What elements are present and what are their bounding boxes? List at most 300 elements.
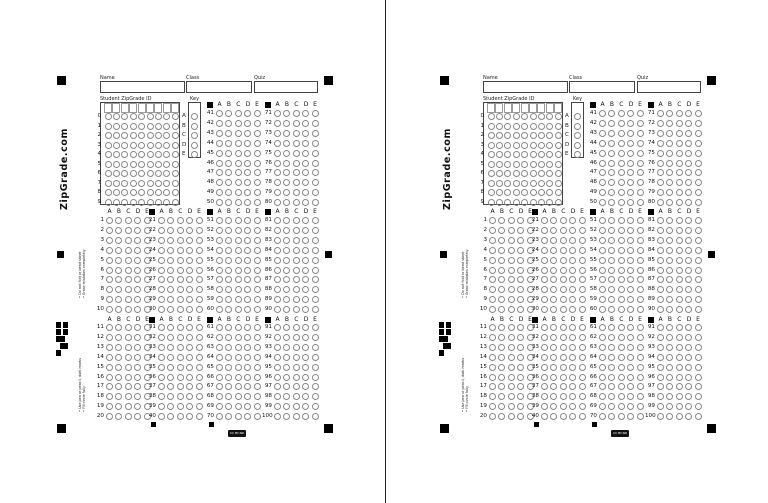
answer-bubble[interactable] xyxy=(216,120,223,127)
answer-bubble[interactable] xyxy=(608,199,615,206)
answer-bubble[interactable] xyxy=(293,179,300,186)
answer-bubble[interactable] xyxy=(106,306,113,313)
answer-bubble[interactable] xyxy=(637,286,644,293)
id-bubble[interactable] xyxy=(121,161,128,168)
answer-bubble[interactable] xyxy=(695,334,702,341)
id-bubble[interactable] xyxy=(130,180,137,187)
answer-bubble[interactable] xyxy=(196,383,203,390)
id-bubble[interactable] xyxy=(488,189,495,196)
answer-bubble[interactable] xyxy=(244,403,251,410)
answer-bubble[interactable] xyxy=(312,227,319,234)
answer-bubble[interactable] xyxy=(608,286,615,293)
answer-bubble[interactable] xyxy=(489,286,496,293)
answer-bubble[interactable] xyxy=(599,354,606,361)
answer-bubble[interactable] xyxy=(627,344,634,351)
answer-bubble[interactable] xyxy=(293,247,300,254)
answer-bubble[interactable] xyxy=(695,130,702,137)
answer-bubble[interactable] xyxy=(216,110,223,117)
answer-bubble[interactable] xyxy=(579,296,586,303)
answer-bubble[interactable] xyxy=(312,334,319,341)
answer-bubble[interactable] xyxy=(627,383,634,390)
answer-bubble[interactable] xyxy=(508,217,515,224)
answer-bubble[interactable] xyxy=(666,393,673,400)
answer-bubble[interactable] xyxy=(244,189,251,196)
answer-bubble[interactable] xyxy=(579,334,586,341)
answer-bubble[interactable] xyxy=(216,374,223,381)
answer-bubble[interactable] xyxy=(685,237,692,244)
answer-bubble[interactable] xyxy=(657,110,664,117)
answer-bubble[interactable] xyxy=(312,344,319,351)
answer-bubble[interactable] xyxy=(666,354,673,361)
id-bubble[interactable] xyxy=(147,170,154,177)
answer-bubble[interactable] xyxy=(489,393,496,400)
answer-bubble[interactable] xyxy=(225,267,232,274)
answer-bubble[interactable] xyxy=(608,306,615,313)
answer-bubble[interactable] xyxy=(569,237,576,244)
answer-bubble[interactable] xyxy=(312,364,319,371)
answer-bubble[interactable] xyxy=(283,110,290,117)
answer-bubble[interactable] xyxy=(676,354,683,361)
answer-bubble[interactable] xyxy=(216,286,223,293)
answer-bubble[interactable] xyxy=(186,354,193,361)
answer-bubble[interactable] xyxy=(637,296,644,303)
answer-bubble[interactable] xyxy=(695,364,702,371)
answer-bubble[interactable] xyxy=(676,334,683,341)
answer-bubble[interactable] xyxy=(293,344,300,351)
answer-bubble[interactable] xyxy=(666,267,673,274)
answer-bubble[interactable] xyxy=(274,306,281,313)
answer-bubble[interactable] xyxy=(235,354,242,361)
answer-bubble[interactable] xyxy=(695,413,702,420)
id-bubble[interactable] xyxy=(504,180,511,187)
answer-bubble[interactable] xyxy=(177,286,184,293)
answer-bubble[interactable] xyxy=(235,383,242,390)
answer-bubble[interactable] xyxy=(685,179,692,186)
answer-bubble[interactable] xyxy=(695,374,702,381)
answer-bubble[interactable] xyxy=(225,296,232,303)
answer-bubble[interactable] xyxy=(216,267,223,274)
id-bubble[interactable] xyxy=(172,189,179,196)
answer-bubble[interactable] xyxy=(666,383,673,390)
answer-bubble[interactable] xyxy=(293,110,300,117)
answer-bubble[interactable] xyxy=(244,306,251,313)
answer-bubble[interactable] xyxy=(312,130,319,137)
answer-bubble[interactable] xyxy=(569,217,576,224)
answer-bubble[interactable] xyxy=(608,150,615,157)
id-bubble[interactable] xyxy=(105,151,112,158)
answer-bubble[interactable] xyxy=(254,413,261,420)
answer-bubble[interactable] xyxy=(225,169,232,176)
answer-bubble[interactable] xyxy=(627,237,634,244)
answer-bubble[interactable] xyxy=(517,393,524,400)
answer-bubble[interactable] xyxy=(312,120,319,127)
answer-bubble[interactable] xyxy=(541,354,548,361)
answer-bubble[interactable] xyxy=(489,403,496,410)
answer-bubble[interactable] xyxy=(508,296,515,303)
answer-bubble[interactable] xyxy=(302,169,309,176)
answer-bubble[interactable] xyxy=(560,324,567,331)
answer-bubble[interactable] xyxy=(158,286,165,293)
answer-bubble[interactable] xyxy=(685,334,692,341)
id-bubble[interactable] xyxy=(555,151,562,158)
answer-bubble[interactable] xyxy=(186,413,193,420)
answer-bubble[interactable] xyxy=(125,334,132,341)
answer-bubble[interactable] xyxy=(508,276,515,283)
answer-bubble[interactable] xyxy=(676,110,683,117)
answer-bubble[interactable] xyxy=(676,217,683,224)
answer-bubble[interactable] xyxy=(618,286,625,293)
answer-bubble[interactable] xyxy=(293,140,300,147)
answer-bubble[interactable] xyxy=(676,199,683,206)
answer-bubble[interactable] xyxy=(618,374,625,381)
answer-bubble[interactable] xyxy=(569,374,576,381)
answer-bubble[interactable] xyxy=(541,257,548,264)
id-bubble[interactable] xyxy=(130,142,137,149)
answer-bubble[interactable] xyxy=(618,364,625,371)
answer-bubble[interactable] xyxy=(608,237,615,244)
answer-bubble[interactable] xyxy=(550,383,557,390)
answer-bubble[interactable] xyxy=(618,227,625,234)
answer-bubble[interactable] xyxy=(498,247,505,254)
answer-bubble[interactable] xyxy=(608,393,615,400)
id-bubble[interactable] xyxy=(130,132,137,139)
answer-bubble[interactable] xyxy=(274,130,281,137)
answer-bubble[interactable] xyxy=(627,120,634,127)
answer-bubble[interactable] xyxy=(489,344,496,351)
answer-bubble[interactable] xyxy=(676,324,683,331)
answer-bubble[interactable] xyxy=(541,393,548,400)
answer-bubble[interactable] xyxy=(599,150,606,157)
id-bubble[interactable] xyxy=(105,170,112,177)
answer-bubble[interactable] xyxy=(216,364,223,371)
id-bubble[interactable] xyxy=(113,189,120,196)
id-bubble[interactable] xyxy=(172,142,179,149)
answer-bubble[interactable] xyxy=(106,413,113,420)
answer-bubble[interactable] xyxy=(657,227,664,234)
answer-bubble[interactable] xyxy=(235,120,242,127)
answer-bubble[interactable] xyxy=(283,120,290,127)
answer-bubble[interactable] xyxy=(125,324,132,331)
answer-bubble[interactable] xyxy=(560,403,567,410)
answer-bubble[interactable] xyxy=(627,267,634,274)
id-bubble[interactable] xyxy=(130,113,137,120)
answer-bubble[interactable] xyxy=(695,217,702,224)
answer-bubble[interactable] xyxy=(498,257,505,264)
id-bubble[interactable] xyxy=(113,170,120,177)
answer-bubble[interactable] xyxy=(293,169,300,176)
answer-bubble[interactable] xyxy=(517,296,524,303)
answer-bubble[interactable] xyxy=(657,247,664,254)
answer-bubble[interactable] xyxy=(685,324,692,331)
answer-bubble[interactable] xyxy=(302,324,309,331)
answer-bubble[interactable] xyxy=(627,413,634,420)
answer-bubble[interactable] xyxy=(541,306,548,313)
answer-bubble[interactable] xyxy=(254,140,261,147)
answer-bubble[interactable] xyxy=(312,237,319,244)
answer-bubble[interactable] xyxy=(225,393,232,400)
answer-bubble[interactable] xyxy=(225,276,232,283)
answer-bubble[interactable] xyxy=(225,237,232,244)
answer-bubble[interactable] xyxy=(225,286,232,293)
answer-bubble[interactable] xyxy=(134,296,141,303)
id-bubble[interactable] xyxy=(530,180,537,187)
answer-bubble[interactable] xyxy=(235,217,242,224)
answer-bubble[interactable] xyxy=(579,217,586,224)
answer-bubble[interactable] xyxy=(579,247,586,254)
answer-bubble[interactable] xyxy=(312,160,319,167)
answer-bubble[interactable] xyxy=(302,140,309,147)
answer-bubble[interactable] xyxy=(517,276,524,283)
answer-bubble[interactable] xyxy=(685,227,692,234)
answer-bubble[interactable] xyxy=(637,306,644,313)
id-bubble[interactable] xyxy=(105,189,112,196)
answer-bubble[interactable] xyxy=(695,189,702,196)
id-bubble[interactable] xyxy=(513,189,520,196)
answer-bubble[interactable] xyxy=(115,393,122,400)
answer-bubble[interactable] xyxy=(196,257,203,264)
answer-bubble[interactable] xyxy=(657,189,664,196)
answer-bubble[interactable] xyxy=(666,237,673,244)
answer-bubble[interactable] xyxy=(579,306,586,313)
answer-bubble[interactable] xyxy=(517,217,524,224)
answer-bubble[interactable] xyxy=(608,160,615,167)
answer-bubble[interactable] xyxy=(244,286,251,293)
id-bubble[interactable] xyxy=(163,199,170,206)
answer-bubble[interactable] xyxy=(115,344,122,351)
answer-bubble[interactable] xyxy=(489,383,496,390)
answer-bubble[interactable] xyxy=(627,286,634,293)
id-bubble[interactable] xyxy=(113,142,120,149)
answer-bubble[interactable] xyxy=(134,413,141,420)
answer-bubble[interactable] xyxy=(186,344,193,351)
answer-bubble[interactable] xyxy=(115,306,122,313)
answer-bubble[interactable] xyxy=(186,286,193,293)
answer-bubble[interactable] xyxy=(115,276,122,283)
answer-bubble[interactable] xyxy=(685,393,692,400)
answer-bubble[interactable] xyxy=(106,374,113,381)
answer-bubble[interactable] xyxy=(302,237,309,244)
answer-bubble[interactable] xyxy=(695,324,702,331)
answer-bubble[interactable] xyxy=(283,247,290,254)
answer-bubble[interactable] xyxy=(508,267,515,274)
answer-bubble[interactable] xyxy=(541,247,548,254)
answer-bubble[interactable] xyxy=(517,403,524,410)
answer-bubble[interactable] xyxy=(498,383,505,390)
id-bubble[interactable] xyxy=(113,123,120,130)
answer-bubble[interactable] xyxy=(560,247,567,254)
answer-bubble[interactable] xyxy=(283,403,290,410)
answer-bubble[interactable] xyxy=(498,276,505,283)
answer-bubble[interactable] xyxy=(312,306,319,313)
name-field[interactable] xyxy=(483,81,568,93)
answer-bubble[interactable] xyxy=(695,247,702,254)
answer-bubble[interactable] xyxy=(550,267,557,274)
answer-bubble[interactable] xyxy=(274,413,281,420)
answer-bubble[interactable] xyxy=(312,169,319,176)
answer-bubble[interactable] xyxy=(196,374,203,381)
answer-bubble[interactable] xyxy=(685,296,692,303)
answer-bubble[interactable] xyxy=(666,199,673,206)
answer-bubble[interactable] xyxy=(579,383,586,390)
id-bubble[interactable] xyxy=(530,161,537,168)
key-bubble[interactable] xyxy=(574,132,581,139)
answer-bubble[interactable] xyxy=(254,120,261,127)
answer-bubble[interactable] xyxy=(106,217,113,224)
answer-bubble[interactable] xyxy=(115,217,122,224)
answer-bubble[interactable] xyxy=(186,324,193,331)
answer-bubble[interactable] xyxy=(541,286,548,293)
answer-bubble[interactable] xyxy=(158,403,165,410)
answer-bubble[interactable] xyxy=(517,383,524,390)
answer-bubble[interactable] xyxy=(216,403,223,410)
answer-bubble[interactable] xyxy=(657,403,664,410)
answer-bubble[interactable] xyxy=(125,413,132,420)
answer-bubble[interactable] xyxy=(186,227,193,234)
answer-bubble[interactable] xyxy=(312,324,319,331)
answer-bubble[interactable] xyxy=(637,257,644,264)
quiz-field[interactable] xyxy=(254,81,318,93)
answer-bubble[interactable] xyxy=(235,110,242,117)
answer-bubble[interactable] xyxy=(618,150,625,157)
answer-bubble[interactable] xyxy=(695,150,702,157)
id-bubble[interactable] xyxy=(163,180,170,187)
answer-bubble[interactable] xyxy=(216,140,223,147)
answer-bubble[interactable] xyxy=(177,247,184,254)
answer-bubble[interactable] xyxy=(560,383,567,390)
answer-bubble[interactable] xyxy=(254,267,261,274)
answer-bubble[interactable] xyxy=(627,393,634,400)
answer-bubble[interactable] xyxy=(216,393,223,400)
answer-bubble[interactable] xyxy=(618,267,625,274)
answer-bubble[interactable] xyxy=(283,160,290,167)
answer-bubble[interactable] xyxy=(254,237,261,244)
answer-bubble[interactable] xyxy=(676,267,683,274)
id-bubble[interactable] xyxy=(488,180,495,187)
answer-bubble[interactable] xyxy=(579,227,586,234)
answer-bubble[interactable] xyxy=(517,227,524,234)
answer-bubble[interactable] xyxy=(254,383,261,390)
answer-bubble[interactable] xyxy=(216,199,223,206)
answer-bubble[interactable] xyxy=(302,130,309,137)
answer-bubble[interactable] xyxy=(167,237,174,244)
answer-bubble[interactable] xyxy=(293,257,300,264)
id-bubble[interactable] xyxy=(504,161,511,168)
answer-bubble[interactable] xyxy=(125,354,132,361)
answer-bubble[interactable] xyxy=(666,334,673,341)
answer-bubble[interactable] xyxy=(225,120,232,127)
answer-bubble[interactable] xyxy=(550,306,557,313)
answer-bubble[interactable] xyxy=(134,334,141,341)
answer-bubble[interactable] xyxy=(599,276,606,283)
answer-bubble[interactable] xyxy=(225,179,232,186)
answer-bubble[interactable] xyxy=(283,237,290,244)
id-bubble[interactable] xyxy=(555,189,562,196)
answer-bubble[interactable] xyxy=(134,393,141,400)
answer-bubble[interactable] xyxy=(666,276,673,283)
id-bubble[interactable] xyxy=(105,142,112,149)
answer-bubble[interactable] xyxy=(274,227,281,234)
answer-bubble[interactable] xyxy=(618,130,625,137)
answer-bubble[interactable] xyxy=(274,217,281,224)
answer-bubble[interactable] xyxy=(695,160,702,167)
answer-bubble[interactable] xyxy=(627,179,634,186)
answer-bubble[interactable] xyxy=(134,286,141,293)
answer-bubble[interactable] xyxy=(274,344,281,351)
answer-bubble[interactable] xyxy=(196,247,203,254)
id-bubble[interactable] xyxy=(105,123,112,130)
answer-bubble[interactable] xyxy=(517,237,524,244)
answer-bubble[interactable] xyxy=(627,257,634,264)
answer-bubble[interactable] xyxy=(106,237,113,244)
answer-bubble[interactable] xyxy=(569,247,576,254)
answer-bubble[interactable] xyxy=(579,374,586,381)
answer-bubble[interactable] xyxy=(302,189,309,196)
key-bubble[interactable] xyxy=(191,142,198,149)
answer-bubble[interactable] xyxy=(235,199,242,206)
id-bubble[interactable] xyxy=(155,170,162,177)
answer-bubble[interactable] xyxy=(541,374,548,381)
answer-bubble[interactable] xyxy=(244,130,251,137)
name-field[interactable] xyxy=(100,81,185,93)
answer-bubble[interactable] xyxy=(685,199,692,206)
answer-bubble[interactable] xyxy=(579,364,586,371)
answer-bubble[interactable] xyxy=(158,296,165,303)
answer-bubble[interactable] xyxy=(186,276,193,283)
answer-bubble[interactable] xyxy=(225,334,232,341)
answer-bubble[interactable] xyxy=(293,160,300,167)
answer-bubble[interactable] xyxy=(312,257,319,264)
answer-bubble[interactable] xyxy=(274,267,281,274)
id-bubble[interactable] xyxy=(513,180,520,187)
id-bubble[interactable] xyxy=(530,189,537,196)
id-bubble[interactable] xyxy=(513,132,520,139)
answer-bubble[interactable] xyxy=(695,286,702,293)
answer-bubble[interactable] xyxy=(293,286,300,293)
answer-bubble[interactable] xyxy=(293,276,300,283)
answer-bubble[interactable] xyxy=(541,267,548,274)
answer-bubble[interactable] xyxy=(312,150,319,157)
answer-bubble[interactable] xyxy=(541,217,548,224)
answer-bubble[interactable] xyxy=(115,247,122,254)
answer-bubble[interactable] xyxy=(627,403,634,410)
id-bubble[interactable] xyxy=(496,151,503,158)
class-field[interactable] xyxy=(569,81,635,93)
id-bubble[interactable] xyxy=(530,142,537,149)
answer-bubble[interactable] xyxy=(695,140,702,147)
answer-bubble[interactable] xyxy=(106,267,113,274)
answer-bubble[interactable] xyxy=(196,393,203,400)
answer-bubble[interactable] xyxy=(254,364,261,371)
answer-bubble[interactable] xyxy=(293,334,300,341)
answer-bubble[interactable] xyxy=(216,179,223,186)
id-bubble[interactable] xyxy=(546,199,553,206)
id-bubble[interactable] xyxy=(488,123,495,130)
answer-bubble[interactable] xyxy=(196,364,203,371)
id-bubble[interactable] xyxy=(504,199,511,206)
answer-bubble[interactable] xyxy=(676,150,683,157)
answer-bubble[interactable] xyxy=(676,403,683,410)
id-bubble[interactable] xyxy=(147,151,154,158)
id-bubble[interactable] xyxy=(555,142,562,149)
answer-bubble[interactable] xyxy=(177,306,184,313)
answer-bubble[interactable] xyxy=(274,364,281,371)
answer-bubble[interactable] xyxy=(618,189,625,196)
answer-bubble[interactable] xyxy=(676,296,683,303)
answer-bubble[interactable] xyxy=(134,276,141,283)
answer-bubble[interactable] xyxy=(186,306,193,313)
answer-bubble[interactable] xyxy=(657,160,664,167)
answer-bubble[interactable] xyxy=(498,227,505,234)
